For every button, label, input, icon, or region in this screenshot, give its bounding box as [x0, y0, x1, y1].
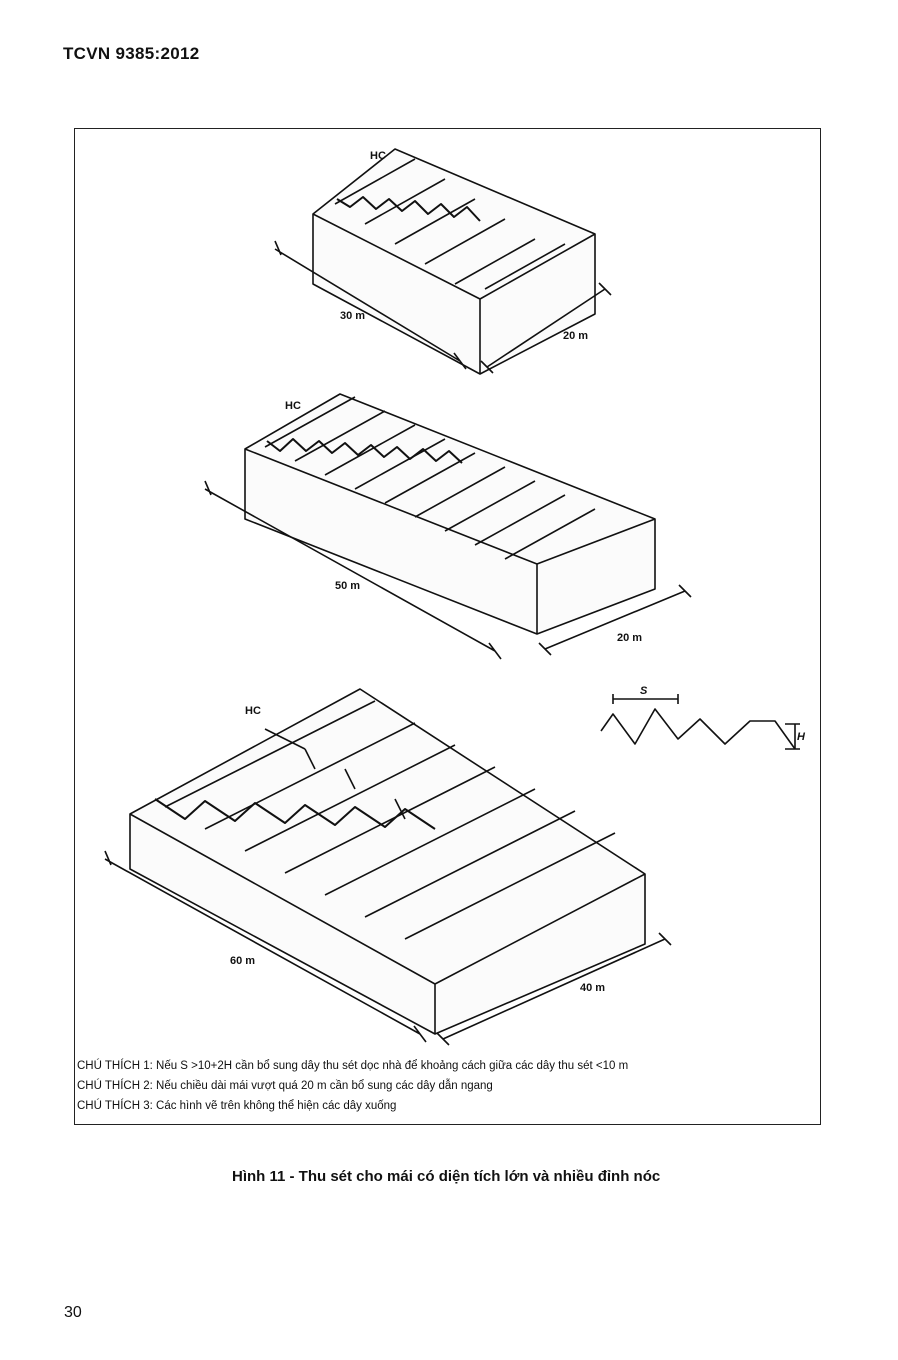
note-1: CHÚ THÍCH 1: Nếu S >10+2H cần bổ sung dây thu sét dọc nhà để khoảng cách giữa các dây thu sét <10 m	[77, 1060, 629, 1072]
diagram-1-width-label: 20 m	[563, 330, 589, 342]
figure-caption: Hình 11 - Thu sét cho mái có diện tích lớn và nhiều đỉnh nóc	[232, 1168, 661, 1185]
diagram-3-ridge-label: HC	[245, 705, 261, 717]
diagram-2-length-label: 50 m	[335, 580, 361, 592]
roof-profile-diagram	[601, 694, 800, 749]
figure-notes	[77, 1056, 628, 1116]
diagram-1-length-label: 30 m	[340, 310, 366, 322]
diagram-1-ridge-label: HC	[370, 150, 386, 162]
profile-h-label: H	[797, 731, 805, 743]
diagram-3-width-label: 40 m	[580, 982, 606, 994]
roof-diagram-2	[205, 394, 691, 659]
diagram-2-ridge-label: HC	[285, 400, 301, 412]
note-3: CHÚ THÍCH 3: Các hình vẽ trên không thể hiện các dây xuống	[77, 1100, 397, 1112]
page-number: 30	[64, 1304, 82, 1321]
note-2: CHÚ THÍCH 2: Nếu chiều dài mái vượt quá 20 m cần bổ sung các dây dẫn ngang	[77, 1080, 493, 1092]
profile-s-label: S	[640, 685, 648, 697]
figure-frame	[74, 128, 821, 1125]
roof-diagram-1	[275, 149, 611, 374]
roof-diagrams	[75, 129, 820, 1124]
standard-code: TCVN 9385:2012	[63, 44, 200, 63]
diagram-2-width-label: 20 m	[617, 632, 643, 644]
diagram-3-length-label: 60 m	[230, 955, 256, 967]
